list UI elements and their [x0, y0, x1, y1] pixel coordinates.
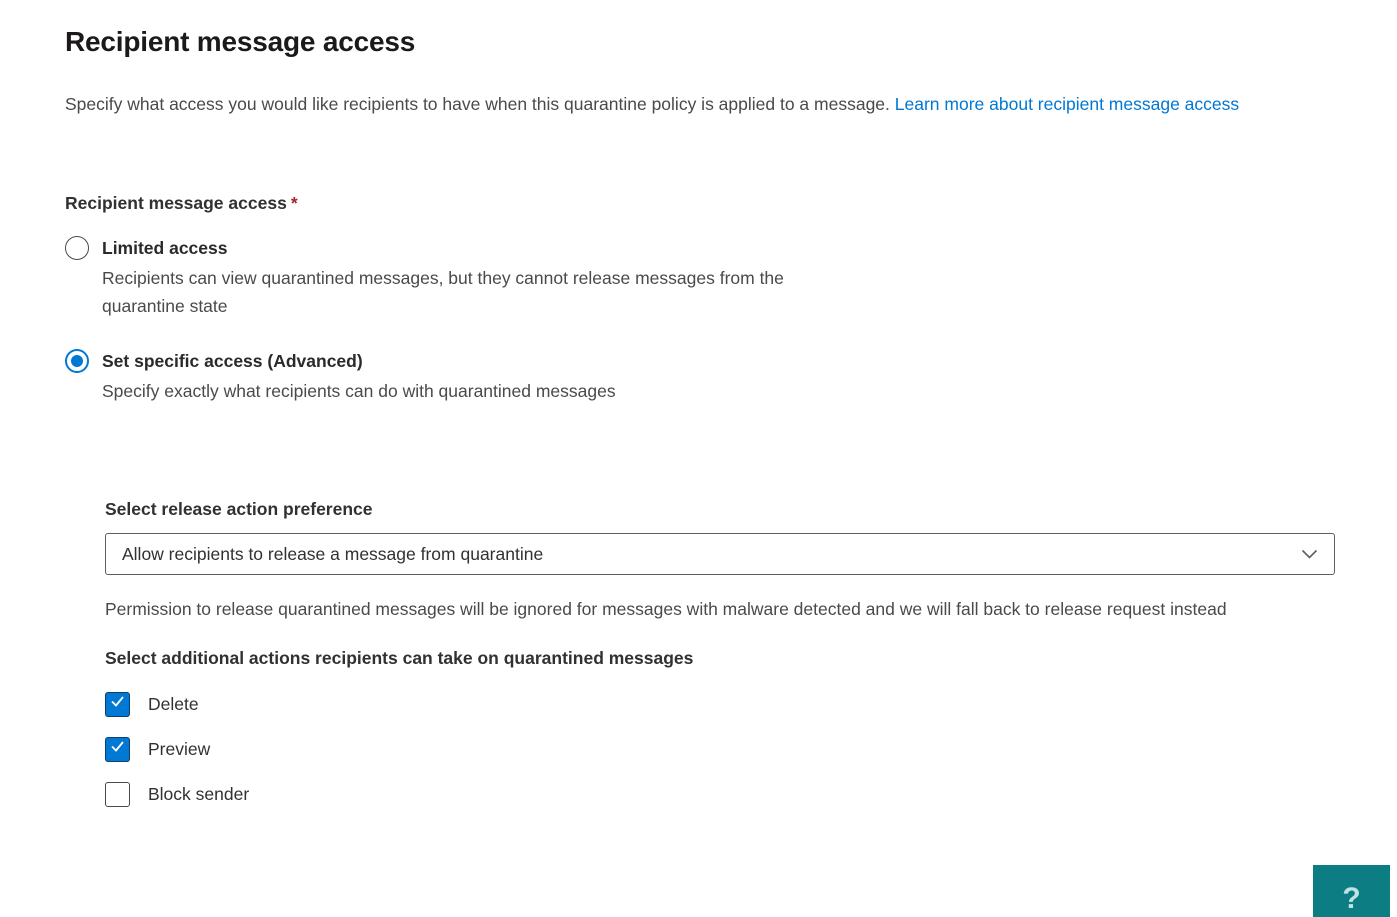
checkbox-row-preview[interactable]: [105, 736, 1335, 762]
radio-limited-access-label[interactable]: Limited access: [102, 238, 228, 258]
learn-more-link[interactable]: Learn more about recipient message access: [894, 94, 1240, 114]
page-description-text: Specify what access you would like recipients to have when this quarantine policy is applied to a message.: [65, 94, 890, 114]
chevron-down-icon[interactable]: [1301, 549, 1318, 560]
radio-set-specific-access-description: Specify exactly what recipients can do with quarantined messages: [102, 381, 616, 401]
checkbox-row-block-sender[interactable]: [105, 781, 1335, 807]
radio-limited-access-description: Recipients can view quarantined messages, but they cannot release messages from the quarantine state: [102, 268, 784, 316]
advanced-access-subsection: [105, 497, 1335, 807]
checkbox-block-sender-label[interactable]: Block sender: [148, 784, 250, 804]
checkbox-preview-label[interactable]: Preview: [148, 739, 211, 759]
check-icon: [110, 695, 125, 713]
radio-option-limited-access[interactable]: [65, 235, 1335, 320]
release-action-preference-label: Select release action preference: [105, 499, 373, 519]
checkbox-block-sender[interactable]: [105, 782, 130, 807]
help-question-mark-icon: ?: [1342, 882, 1361, 915]
radio-limited-access[interactable]: [65, 236, 89, 260]
check-icon: [110, 740, 125, 758]
checkbox-row-delete[interactable]: [105, 691, 1335, 717]
radio-option-set-specific-access[interactable]: [65, 348, 1335, 405]
checkbox-delete-label[interactable]: Delete: [148, 694, 199, 714]
recipient-access-field-label-text: Recipient message access: [65, 193, 287, 213]
recipient-access-field-label: [65, 191, 1335, 215]
required-asterisk: *: [290, 193, 298, 213]
page-description: [65, 90, 1333, 119]
radio-set-specific-access[interactable]: [65, 349, 89, 373]
release-action-dropdown-value: Allow recipients to release a message from quarantine: [122, 543, 544, 564]
release-permission-note: Permission to release quarantined messages will be ignored for messages with malware detected and we will fall back to release request instead: [105, 599, 1227, 619]
page-title: Recipient message access: [65, 26, 416, 57]
additional-actions-label: Select additional actions recipients can take on quarantined messages: [105, 648, 694, 668]
checkbox-delete[interactable]: [105, 692, 130, 717]
checkbox-preview[interactable]: [105, 737, 130, 762]
radio-set-specific-access-label[interactable]: Set specific access (Advanced): [102, 351, 363, 371]
help-button[interactable]: [1313, 865, 1390, 917]
release-action-dropdown[interactable]: [105, 533, 1335, 575]
